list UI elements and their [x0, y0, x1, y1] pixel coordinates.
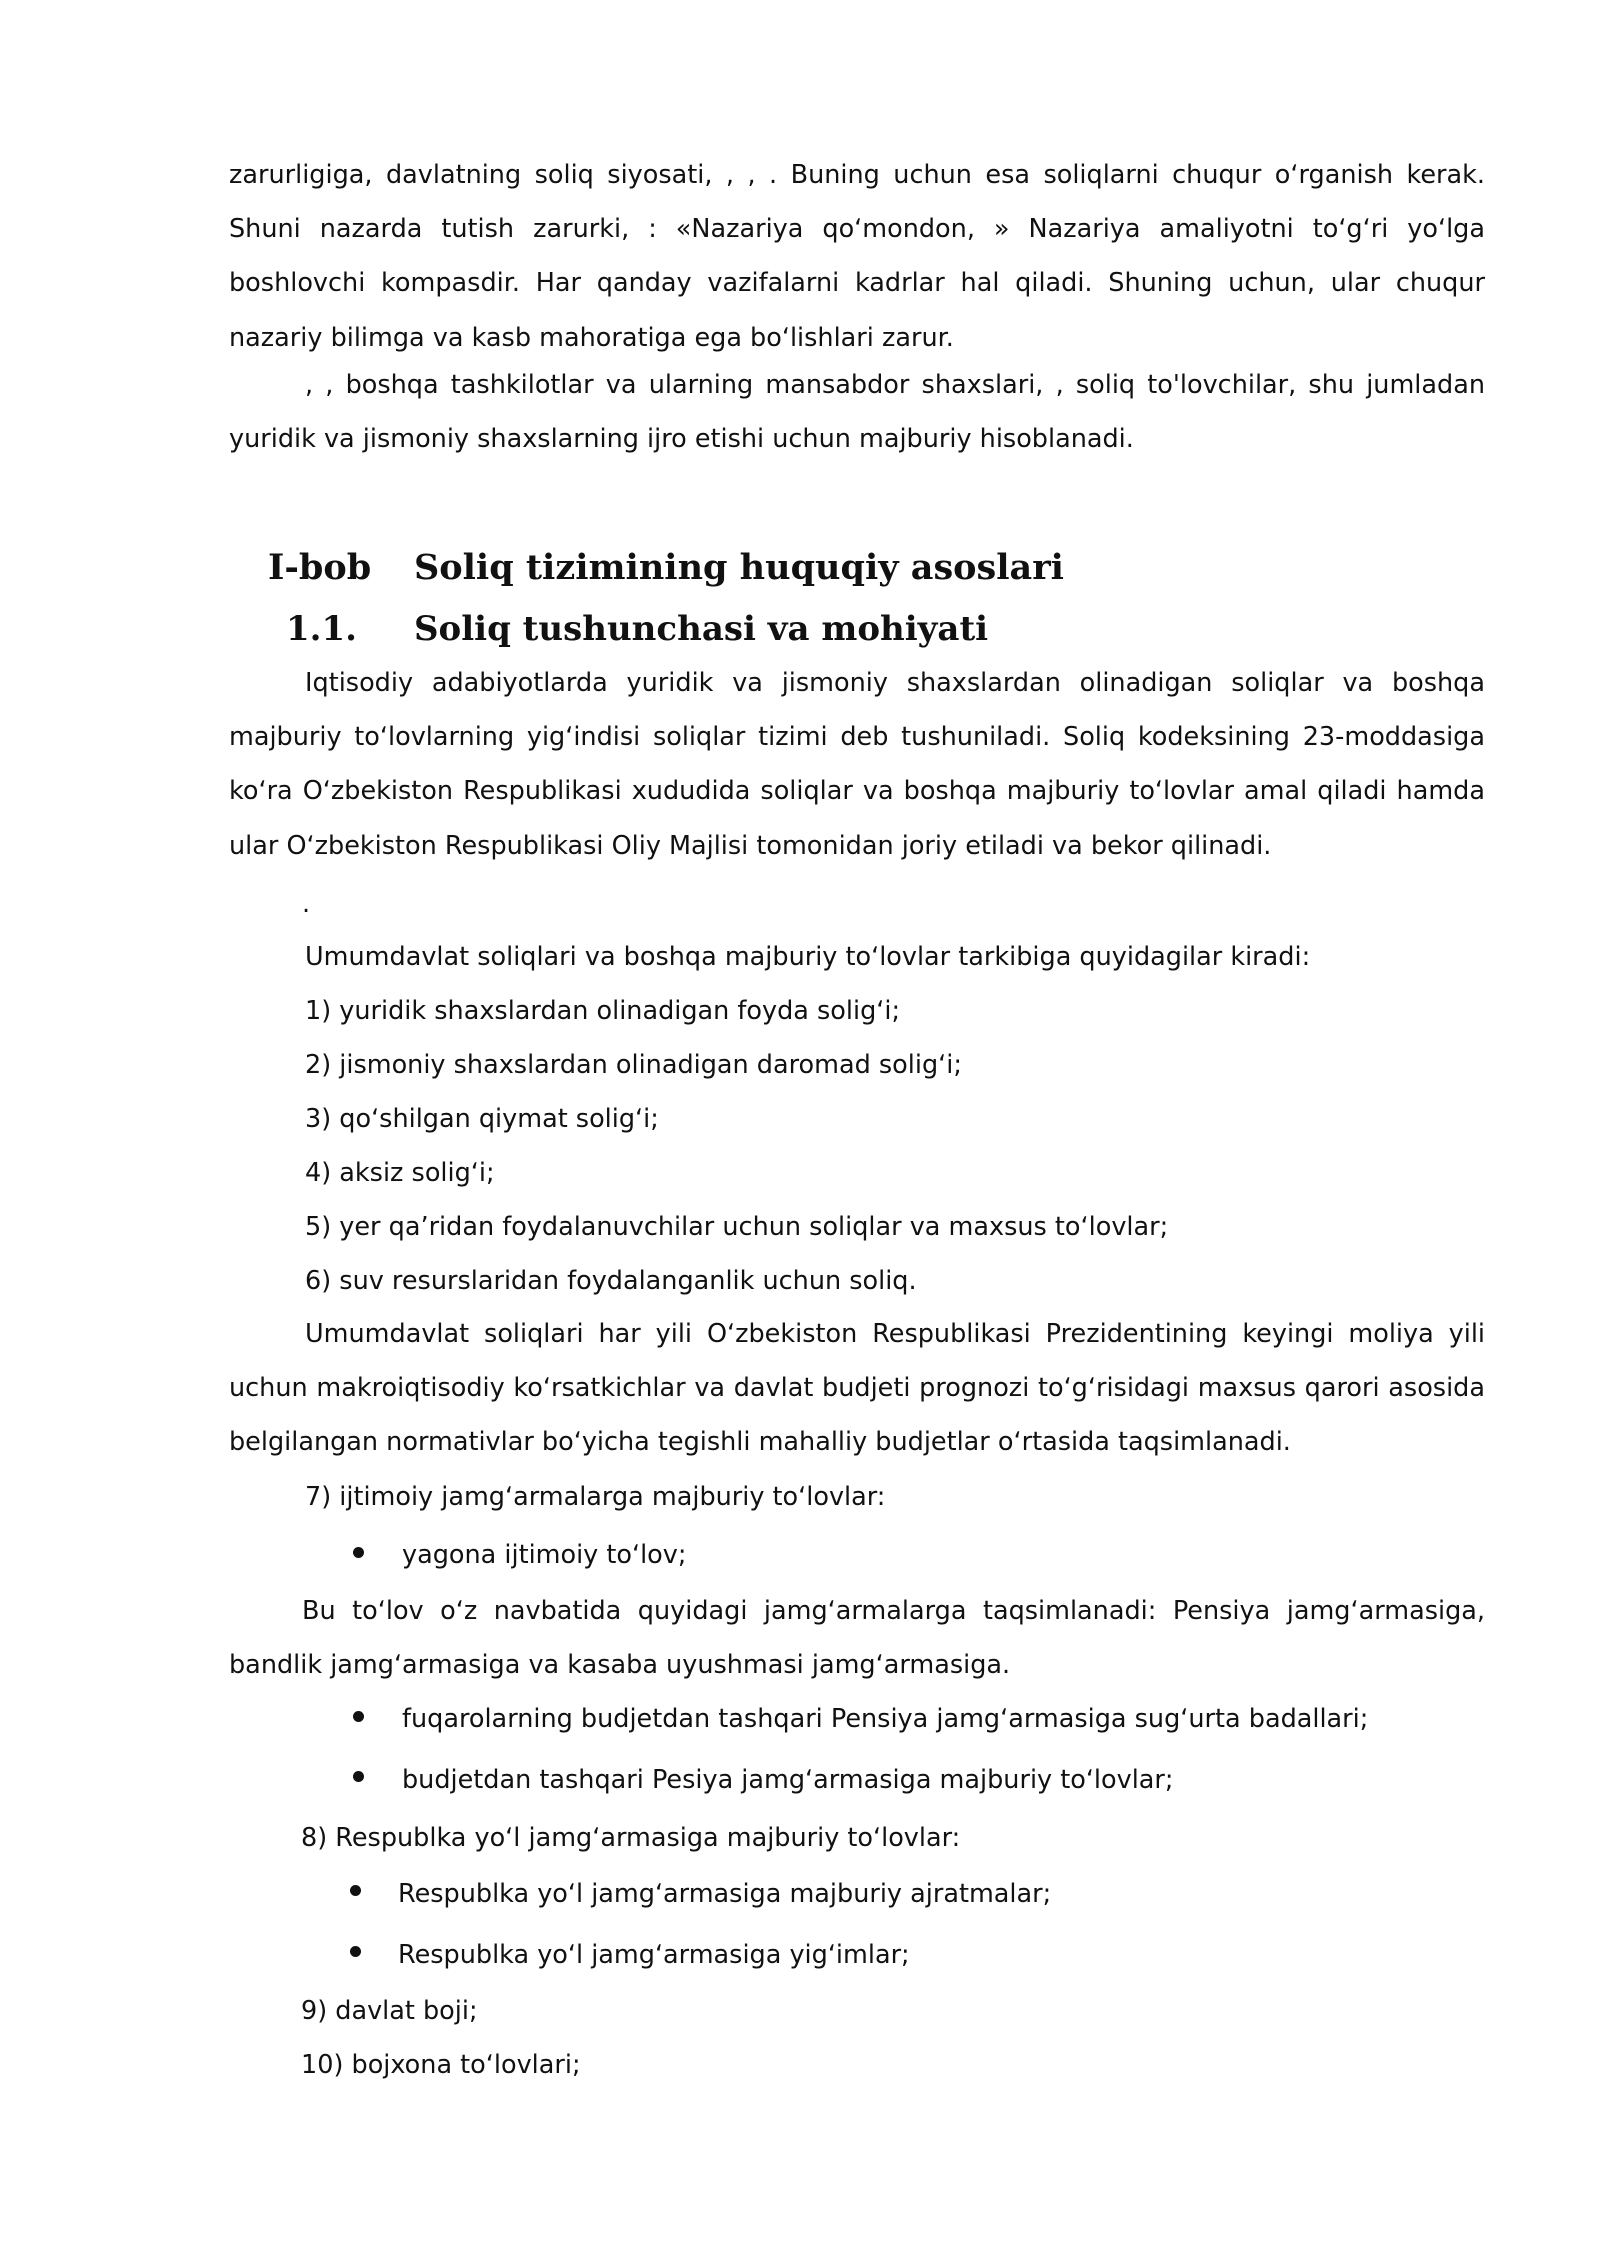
- bullet-item-ijtimoiy: yagona ijtimoiy toʻlov;: [402, 1540, 687, 1570]
- chapter-title: Soliq tizimining huquqiy asoslari: [414, 547, 1064, 588]
- list-item-5: 5) yer qaʼridan foydalanuvchilar uchun soliqlar va maxsus toʻlovlar;: [305, 1212, 1169, 1242]
- list-item-2: 2) jismoniy shaxslardan olinadigan daromad soligʻi;: [305, 1050, 962, 1080]
- bullet-item-yol-1: Respublka yoʻl jamgʻarmasiga majburiy ajratmalar;: [398, 1879, 1052, 1909]
- list-item-10: 10) bojxona toʻlovlari;: [301, 2050, 581, 2080]
- list-item-9: 9) davlat boji;: [301, 1996, 478, 2026]
- body-paragraph-2: Umumdavlat soliqlari har yili Oʻzbekiston Respublikasi Prezidentining keyingi moliya yili uchun makroiqtisodiy koʻrsatkichlar va davlat budjeti prognozi toʻgʻrisidagi maxsus qarori asosida belgilangan normativlar boʻyicha tegishli mahalliy budjetlar oʻrtasida taqsimlanadi.: [229, 1319, 1485, 1458]
- list-item-1: 1) yuridik shaxslardan olinadigan foyda soligʻi;: [305, 996, 901, 1026]
- stray-dot: .: [302, 889, 311, 919]
- body-paragraph-1: Iqtisodiy adabiyotlarda yuridik va jismoniy shaxslardan olinadigan soliqlar va boshqa majburiy toʻlovlarning yigʻindisi soliqlar tizimi deb tushuniladi. Soliq kodeksining 23-moddasiga koʻra Oʻzbekiston Respublikasi xududida soliqlar va boshqa majburiy toʻlovlar amal qiladi hamda ular Oʻzbekiston Respublikasi Oliy Majlisi tomonidan joriy etiladi va bekor qilinadi.: [229, 668, 1485, 861]
- bullet-icon: [350, 1946, 361, 1957]
- list-intro: Umumdavlat soliqlari va boshqa majburiy toʻlovlar tarkibiga quyidagilar kiradi:: [305, 942, 1311, 972]
- bullet-item-pensiya-1: fuqarolarning budjetdan tashqari Pensiya jamgʻarmasiga sugʻurta badallari;: [402, 1704, 1369, 1734]
- chapter-number: I-bob: [268, 547, 372, 588]
- list-item-8: 8) Respublka yoʻl jamgʻarmasiga majburiy toʻlovlar:: [301, 1823, 961, 1853]
- bullet-icon: [350, 1885, 361, 1896]
- list-item-6: 6) suv resurslaridan foydalanganlik uchun soliq.: [305, 1266, 917, 1296]
- bullet-item-pensiya-2: budjetdan tashqari Pesiya jamgʻarmasiga majburiy toʻlovlar;: [402, 1765, 1174, 1795]
- bullet-icon: [353, 1711, 364, 1722]
- section-title: Soliq tushunchasi va mohiyati: [414, 609, 989, 649]
- list-item-4: 4) aksiz soligʻi;: [305, 1158, 495, 1188]
- body-paragraph-3: Bu toʻlov oʻz navbatida quyidagi jamgʻarmalarga taqsimlanadi: Pensiya jamgʻarmasiga, bandlik jamgʻarmasiga va kasaba uyushmasi jamgʻarmasiga.: [229, 1596, 1485, 1681]
- intro-paragraph-2: , , boshqa tashkilotlar va ularning mansabdor shaxslari, , soliq to'lovchilar, shu jumladan yuridik va jismoniy shaxslarning ijro etishi uchun majburiy hisoblanadi.: [229, 370, 1485, 455]
- list-item-3: 3) qoʻshilgan qiymat soligʻi;: [305, 1104, 659, 1134]
- section-number: 1.1.: [286, 609, 357, 649]
- bullet-item-yol-2: Respublka yoʻl jamgʻarmasiga yigʻimlar;: [398, 1940, 910, 1970]
- bullet-icon: [353, 1547, 364, 1558]
- bullet-icon: [353, 1771, 364, 1782]
- list-item-7: 7) ijtimoiy jamgʻarmalarga majburiy toʻlovlar:: [305, 1482, 886, 1512]
- intro-paragraph-1: zarurligiga, davlatning soliq siyosati, , , . Buning uchun esa soliqlarni chuqur oʻrganish kerak. Shuni nazarda tutish zarurki, : «Nazariya qoʻmondon, » Nazariya amaliyotni toʻgʻri yoʻlga boshlovchi kompasdir. Har qanday vazifalarni kadrlar hal qiladi. Shuning uchun, ular chuqur nazariy bilimga va kasb mahoratiga ega boʻlishlari zarur.: [229, 160, 1485, 353]
